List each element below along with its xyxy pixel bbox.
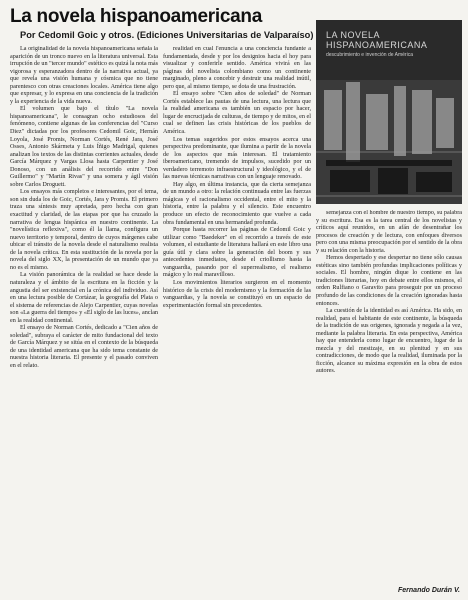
- article-column-3: [316, 210, 462, 580]
- author-signature: Fernando Durán V.: [398, 587, 460, 594]
- paragraph: Los temas sugeridos por estos ensayos acerca una perspectiva predominante, que ilumina a partir de la novela de los aspectos que más interesan. El tratamiento iberoamericano, tremendo de impulsos, sucedido por un verdadero terremoto infraestructural y ideológico, y el de las nuevas técnicas narrativas con un lenguaje renovado.: [163, 136, 311, 181]
- book-cover-photo: [316, 20, 462, 204]
- paragraph: Hemos despertado y ese despertar no tiene sólo causas estéticas sino también profundas implicaciones políticas y sociales. El hombre, ningún dique lo contiene en las tradiciones literarias, hoy en debate entre ellos mismos, el orden Rulfiano o Garavito para proseguir por un proceso profundo de las condiciones de la creación ignoradas hasta entonces.: [316, 255, 462, 307]
- paragraph: La cuestión de la identidad es así América. Ha sido, en realidad, para el habitante de este continente, la búsqueda de la tradición de sus origenes, ignorada y negada a la vez, mediante la palabra literaria. En esta perspectiva, América hay que entenderla como lugar de encuentro, lugar de la mezcla y del mestizaje, en su plenitud y en sus contradicciones, de modo que la realidad, iluminada por la ficción, alcance su máxima expresión en la obra de estos autores.: [316, 308, 462, 375]
- paragraph: La originalidad de la novela hispanoamericana señala la aparición de un tronco nuevo en la literatura universal. Esta irrupción de un "tercer mundo" estético es quizá la nota más vigorosa y esperanzadora dentro de la narrativa actual, ya que revela una visión humana y cósmica que no tiene parentesco con otras creaciones locales. América tiene algo que expresar, y lo expresa en una conciencia de la tradición y la experiencia de la vida nueva.: [10, 46, 158, 105]
- cover-title: [326, 30, 454, 58]
- paragraph: realidad en cual l'enuncia a una conciencia fundante a fundamentada, desde y por los designios hacia el hoy para visualizar y conferirle sentido. América vivirá en las páginas del novelista colombiano como un continente marginado, pleno a concebir y destruir una realidad inútil, pero que, al mismo tiempo, se dota de una frustración.: [163, 46, 311, 90]
- article-column-2: [163, 46, 311, 586]
- paragraph: La visión panorámica de la realidad se hace desde la naturaleza y el ámbito de la escritura en la ficción y la angustia del ser existencial en la crónica del individuo. Así en una lectura posible de Cortázar, la geografía del Plata o el sistema de referencias de Alejo Carpentier, cuyas novelas son «La guerra del tiempo» y «El siglo de las luces», anclan en la realidad continental.: [10, 272, 158, 324]
- cover-subtitle-text: descubrimiento e invención de América: [326, 52, 413, 58]
- paragraph: Los movimientos literarios surgieron en el momento histórico de la crisis del modernismo y la formación de las vanguardias, y la novela se constituyó en un espacio de experimentación formal sin precedentes.: [163, 279, 311, 309]
- paragraph: El ensayo de Norman Cortés, dedicado a "Cien años de soledad", subraya el carácter de mito fundacional del texto de García Márquez y se sitúa en el contexto de la búsqueda de una identidad americana que ha sido tema constante de nuestra historia literaria. El presente y el pasado conviven en el relato.: [10, 325, 158, 369]
- paragraph: semejanza con el hombre de nuestro tiempo, su palabra y su escritura. Esa es la tarea central de los novelistas y críticos aquí reunidos, en un afán de desentrañar los procesos de creación y de lectura, con enfoques diversos pero con una misma preocupación por el sentido de la obra y su relación con la historia.: [316, 210, 462, 254]
- paragraph: El ensayo sobre "Cien años de soledad" de Norman Cortés establece las pautas de una lectura, una lectura que la realidad americana es también un espacio por hacer, lugar de encrucijada de culturas, de tiempo y de mitos, en el cual se definen las crisis históricas de los pueblos de América.: [163, 91, 311, 136]
- article-headline: La novela hispanoamericana: [10, 6, 262, 27]
- article-column-1: [10, 46, 158, 586]
- paragraph: Porque hasta recorrer las páginas de Cedomil Goic y utilizar como "Baedeker" en el recorrido a través de este volumen, el estudiante de literatura hallará en este libro una guía útil y clara sobre la generación del boom y sus antecedentes inmediatos, desde el criollismo hasta la vanguardia, pasando por el superrealismo, el realismo mágico y lo real maravilloso.: [163, 227, 311, 279]
- paragraph: Hay algo, en última instancia, que da cierta semejanza de un mundo a otro: la relación continuada entre las fuerzas mágicas y el racionalismo occidental, entre el mito y la historia, entre la palabra y el silencio. Este encuentro produce un efecto de reconocimiento que vuelve a cada obra fundamental en una hermandad profunda.: [163, 181, 311, 226]
- paragraph: El volumen que bajo el título "La novela hispanoamericana", le consagran ocho estudiosos del fenómeno, contiene algunas de las conferencias del "Curso Diez" dictadas por los profesores Cedomil Goic, Hernán Loyola, José Promis, Norman Cortés, René Jara, José Osses, Antonio Skármeta y Luis Íñigo Madrigal, quienes analizan los textos de las distintas corrientes actuales, desde García Márquez y Vargas Llosa hasta Carpentier y José Donoso, con un análisis del recorrido entre "Don Guillermo" y "Martín Rivas" y una somera y ágil visión sobre Carlos Droguett.: [10, 106, 158, 188]
- paragraph: Los ensayos más completos e interesantes, por el tema, son sin duda los de Goic, Cortés, Jara y Promis. El primero traza una síntesis muy apretada, pero hecha con gran exactitud y claridad, de las etapas por que ha cruzado la narrativa de lengua hispánica en nuestro continente. La "novelística reflexiva", como él la llama, configura un nuevo territorio y temporal, dentro de cuyos márgenes cabe ubicar el tránsito de la novela desde el naturalismo realista de la novela crítica. En esta sustitución de la novela por la novela del siglo XX, la presentación de un mundo que ya no es el mismo.: [10, 189, 158, 271]
- cover-title-text: LA NOVELA HISPANOAMERICANA: [326, 30, 428, 50]
- article-byline: Por Cedomil Goic y otros. (Ediciones Universitarias de Valparaíso): [20, 30, 314, 40]
